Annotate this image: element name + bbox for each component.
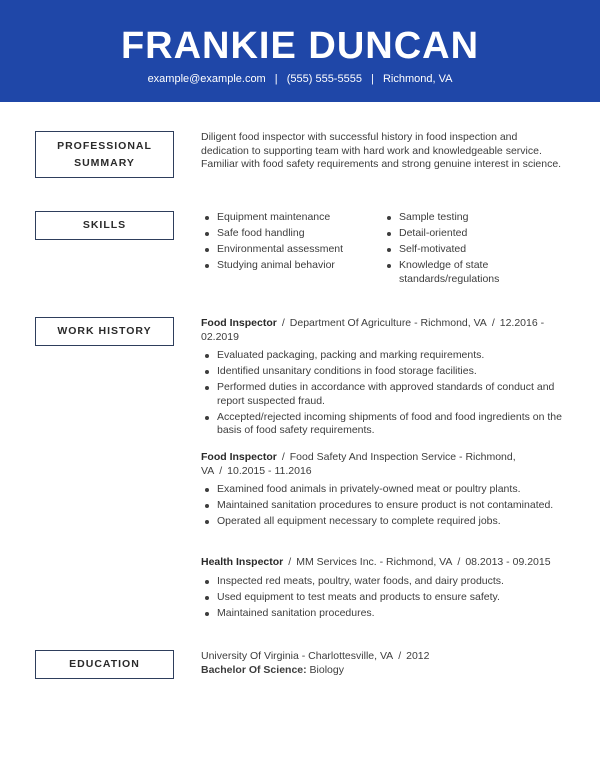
job-bullet: Maintained sanitation procedures to ensure product is not contaminated. [201, 499, 563, 513]
job-dates: 10.2015 - 11.2016 [227, 464, 312, 477]
skill-item: Self-motivated [383, 243, 533, 257]
job-bullet: Performed duties in accordance with approved standards of conduct and report suspected fraud. [201, 381, 563, 408]
job-bullet: Maintained sanitation procedures. [201, 607, 563, 621]
skills-section [201, 211, 563, 291]
job-bullet: Inspected red meats, poultry, water foods, and dairy products. [201, 575, 563, 589]
work-history-section-2 [201, 451, 563, 531]
job-entry [201, 451, 563, 529]
skill-item: Sample testing [383, 211, 533, 225]
degree-field: Biology [309, 663, 344, 676]
job-company: Department Of Agriculture - Richmond, VA [289, 317, 487, 329]
location: Richmond, VA [382, 73, 453, 85]
skill-item: Detail-oriented [383, 227, 533, 241]
work-history-section [201, 317, 563, 440]
job-heading: Food Inspector / Department Of Agriculture - Richmond, VA / 12.2016 - 02.2019 [201, 317, 545, 343]
job-title: Health Inspector [201, 556, 284, 568]
job-company: Food Safety And Inspection Service - Richmond, VA [201, 451, 516, 477]
graduation-date: 2012 [406, 650, 430, 662]
job-bullet: Evaluated packaging, packing and marking requirements. [201, 349, 563, 363]
summary-label-line1: PROFESSIONAL [57, 139, 152, 152]
job-entry [201, 556, 563, 620]
skill-item: Studying animal behavior [201, 259, 376, 273]
job-heading: Food Inspector / Food Safety And Inspection Service - Richmond, VA / 10.2015 - 11.2016 [201, 451, 516, 477]
skill-item: Environmental assessment [201, 243, 376, 257]
job-heading: Health Inspector / MM Services Inc. - Richmond, VA / 08.2013 - 09.2015 [201, 556, 551, 568]
skills-list-left [201, 211, 376, 275]
email-link[interactable]: example@example.com [147, 73, 266, 85]
job-title: Food Inspector [201, 451, 277, 463]
job-bullet: Used equipment to test meats and products to ensure safety. [201, 591, 563, 605]
job-bullets [201, 575, 563, 621]
job-entry [201, 317, 563, 438]
job-dates: 12.2016 - 02.2019 [201, 317, 545, 343]
summary-text: Diligent food inspector with successful history in food inspection and dedication to supporting team with hard work and knowledgeable service. Familiar with food safety requirements and strong genuine interest in science. [201, 131, 562, 170]
job-company: MM Services Inc. - Richmond, VA [296, 556, 453, 568]
skill-item: Knowledge of state standards/regulations [383, 259, 533, 286]
job-bullet: Operated all equipment necessary to complete required jobs. [201, 515, 563, 529]
skill-item: Equipment maintenance [201, 211, 376, 225]
section-label-summary [35, 131, 174, 178]
job-bullets [201, 349, 563, 438]
candidate-name: FRANKIE DUNCAN [120, 25, 480, 67]
job-dates: 08.2013 - 09.2015 [465, 556, 551, 568]
job-bullet: Accepted/rejected incoming shipments of food and food ingredients on the basis of food safety requirements. [201, 411, 563, 438]
phone-number: (555) 555-5555 [286, 73, 362, 85]
skill-item: Safe food handling [201, 227, 376, 241]
separator: | [371, 73, 374, 85]
section-label-education: EDUCATION [35, 650, 174, 679]
job-title: Food Inspector [201, 317, 277, 329]
summary-label-line2: SUMMARY [74, 156, 135, 169]
school-name: University Of Virginia - Charlottesville, VA [201, 650, 394, 662]
skills-list-right [383, 211, 533, 289]
summary-section [201, 131, 563, 172]
education-degree-line [201, 664, 563, 678]
contact-line [0, 72, 600, 86]
job-bullets [201, 483, 563, 529]
section-label-skills: SKILLS [35, 211, 174, 240]
education-school-line: University Of Virginia - Charlottesville, VA / 2012 [201, 650, 430, 662]
resume-header [0, 0, 600, 102]
job-bullet: Examined food animals in privately-owned meat or poultry plants. [201, 483, 563, 497]
work-history-section-3 [201, 556, 563, 623]
separator: | [274, 73, 278, 85]
section-label-work-history: WORK HISTORY [35, 317, 174, 346]
job-bullet: Identified unsanitary conditions in food storage facilities. [201, 365, 563, 379]
degree-label: Bachelor Of Science: [201, 663, 307, 676]
education-section [201, 650, 563, 677]
